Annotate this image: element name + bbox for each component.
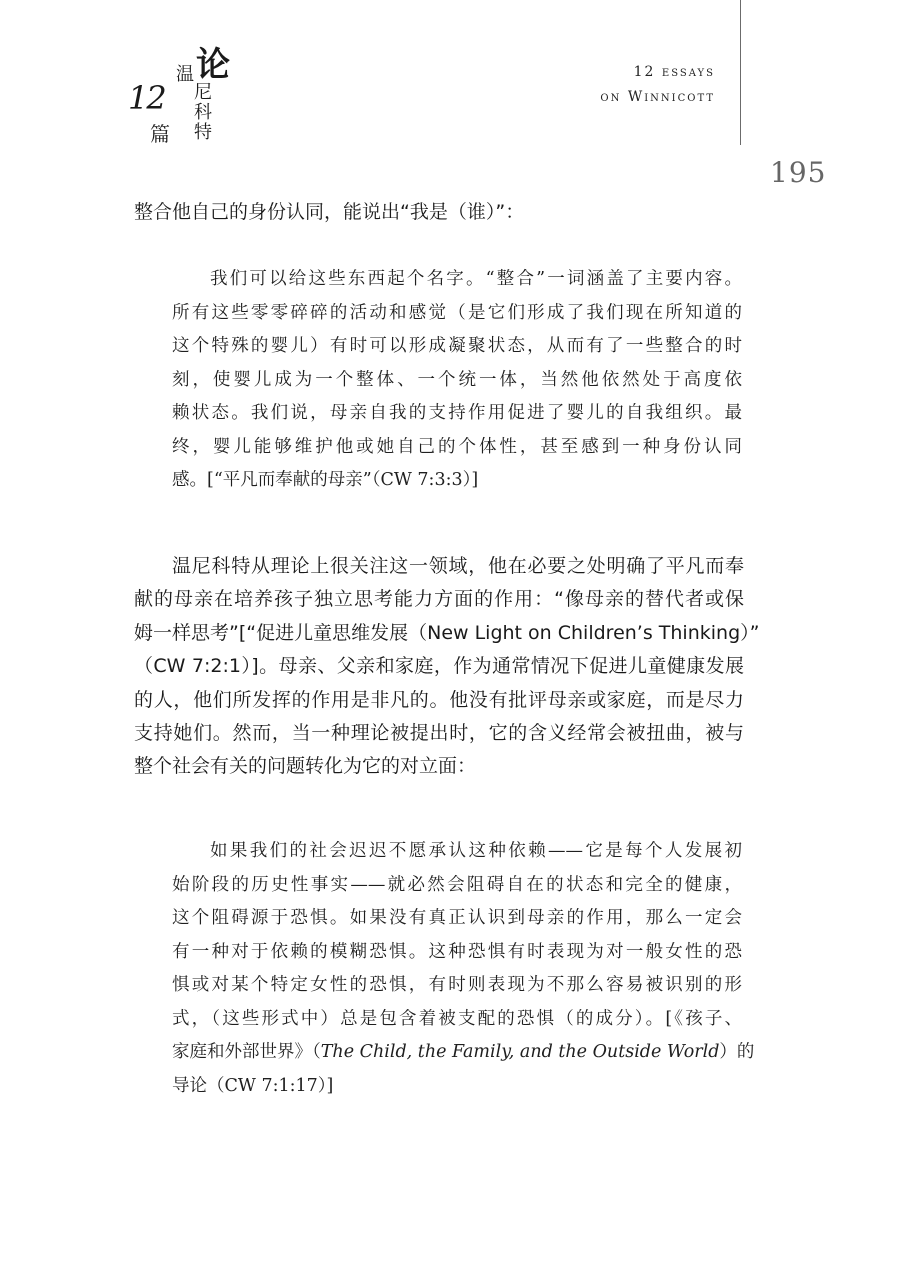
logo-char-pian: 篇 <box>150 122 170 146</box>
block-quote-2 <box>172 835 755 1103</box>
paragraph-line: 的人，他们所发挥的作用是非凡的。他没有批评母亲或家庭，而是尽力 <box>134 688 744 711</box>
paragraph-line: 整合他自己的身份认同，能说出“我是（谁）”： <box>134 201 525 223</box>
quote-line: 终，婴儿能够维护他或她自己的个体性，甚至感到一种身份认同 <box>172 436 742 457</box>
quote-line: 刻，使婴儿成为一个整体、一个统一体，当然他依然处于高度依 <box>172 369 742 390</box>
paragraph-line: 姆一样思考”[“促进儿童思维发展（New Light on Children’s Thinking）” <box>134 621 760 644</box>
quote-line: 所有这些零零碎碎的活动和感觉（是它们形成了我们现在所知道的 <box>172 302 742 323</box>
logo-char-2: 尼 <box>194 82 212 103</box>
paragraph-line: 整个社会有关的问题转化为它的对立面： <box>134 755 477 778</box>
quote-line: 感。[“平凡而奉献的母亲”（CW 7:3:3）] <box>172 470 479 490</box>
header-vertical-rule <box>740 0 741 145</box>
quote-line: 有一种对于依赖的模糊恐惧。这种恐惧有时表现为对一般女性的恐 <box>172 941 742 962</box>
quote-line <box>172 1036 755 1070</box>
paragraph-line: 温尼科特从理论上很关注这一领域，他在必要之处明确了平凡而奉 <box>172 555 744 577</box>
paragraph-2 <box>134 550 760 784</box>
page-number: 195 <box>770 156 827 189</box>
logo-char-1: 温 <box>176 64 194 85</box>
logo-numeral: 12 <box>128 79 165 117</box>
running-head-line2: on Winnicott <box>600 89 715 105</box>
paragraph-1 <box>134 196 744 229</box>
running-head-line1: 12 essays <box>633 64 715 80</box>
quote-line: 始阶段的历史性事实——就必然会阻碍自在的状态和完全的健康， <box>172 874 742 895</box>
book-title-italic: The Child, the Family, and the Outside World <box>320 1042 720 1062</box>
quote-line: 导论（CW 7:1:17）] <box>172 1075 334 1096</box>
paragraph-line: 支持她们。然而，当一种理论被提出时，它的含义经常会被扭曲，被与 <box>134 722 744 745</box>
quote-line: 如果我们的社会迟迟不愿承认这种依赖——它是每个人发展初 <box>210 841 742 861</box>
running-head <box>600 60 715 110</box>
logo-char-lun: 论 <box>196 45 230 85</box>
quote-line-prefix: 家庭和外部世界》（ <box>172 1042 321 1062</box>
paragraph-line: （CW 7:2:1）]。母亲、父亲和家庭，作为通常情况下促进儿童健康发展 <box>134 655 744 678</box>
paragraph-line: 献的母亲在培养孩子独立思考能力方面的作用：“像母亲的替代者或保 <box>134 588 744 611</box>
quote-line: 我们可以给这些东西起个名字。“整合”一词涵盖了主要内容。 <box>210 269 742 289</box>
quote-line: 这个特殊的婴儿）有时可以形成凝聚状态，从而有了一些整合的时 <box>172 336 742 356</box>
quote-line: 式，（这些形式中）总是包含着被支配的恐惧（的成分）。[《孩子、 <box>172 1008 742 1029</box>
book-logo <box>126 45 246 148</box>
quote-line: 赖状态。我们说，母亲自我的支持作用促进了婴儿的自我组织。最 <box>172 403 742 423</box>
logo-char-3: 科 <box>194 102 212 123</box>
logo-char-4: 特 <box>194 122 212 143</box>
quote-line-suffix: ）的 <box>719 1042 755 1062</box>
quote-line: 这个阻碍源于恐惧。如果没有真正认识到母亲的作用，那么一定会 <box>172 908 742 928</box>
block-quote-1 <box>172 263 742 498</box>
quote-line: 惧或对某个特定女性的恐惧，有时则表现为不那么容易被识别的形 <box>172 975 742 995</box>
